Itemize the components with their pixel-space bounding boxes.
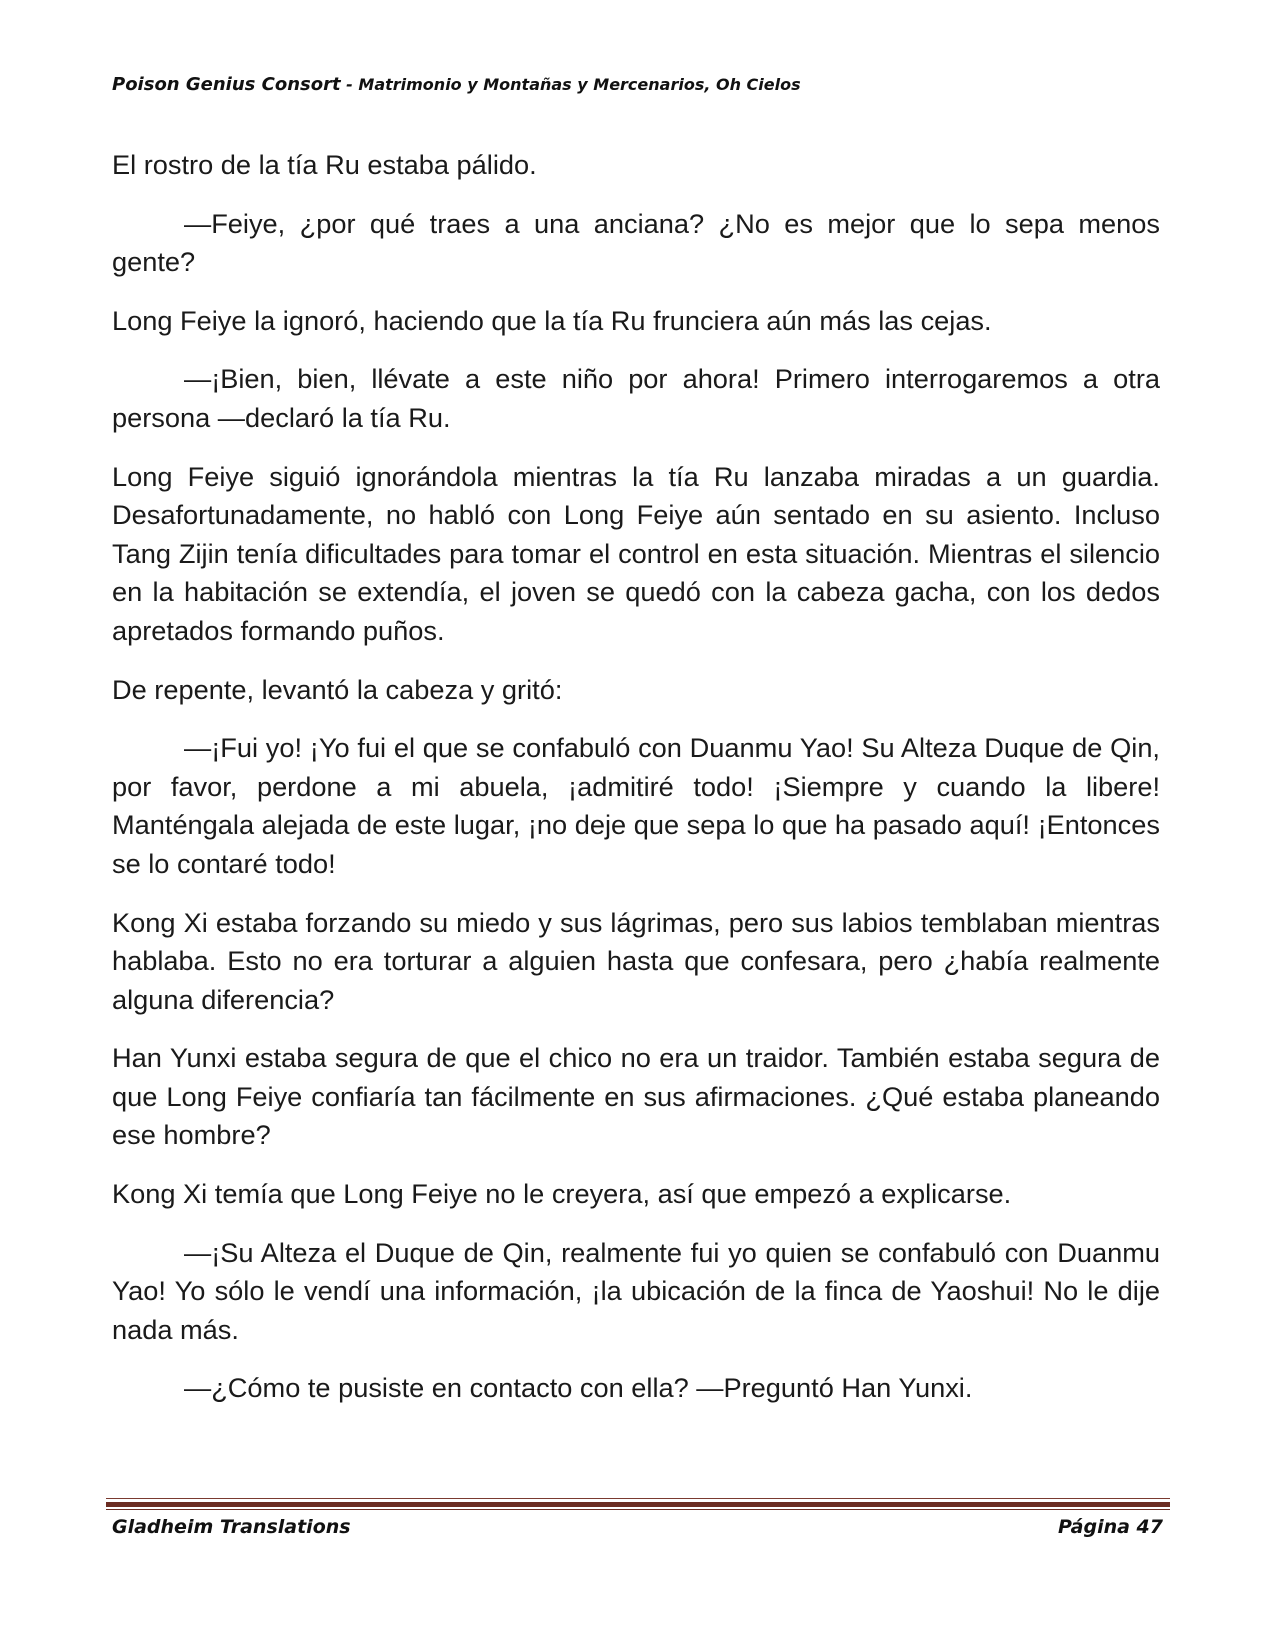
footer-divider (106, 1502, 1170, 1510)
paragraph: —¿Cómo te pusiste en contacto con ella? —Preguntó Han Yunxi. (184, 1372, 973, 1404)
book-title: Poison Genius Consort (112, 74, 341, 95)
paragraph: —¡Bien, bien, llévate a este niño por ahora! Primero interrogaremos a otra persona —declaró la tía Ru. (112, 363, 1160, 433)
paragraph: Han Yunxi estaba segura de que el chico no era un traidor. También estaba segura de que Long Feiye confiaría tan fácilmente en sus afirmaciones. ¿Qué estaba planeando ese hombre? (112, 1042, 1160, 1151)
body-text (112, 146, 1160, 1428)
paragraph: Long Feiye siguió ignorándola mientras la tía Ru lanzaba miradas a un guardia. Desafortunadamente, no habló con Long Feiye aún sentado en su asiento. Incluso Tang Zijin tenía dificultades para tomar el control en esta situación. Mientras el silencio en la habitación se extendía, el joven se quedó con la cabeza gacha, con los dedos apretados formando puños. (112, 460, 1160, 646)
footer-translator: Gladheim Translations (112, 1516, 351, 1538)
paragraph: —Feiye, ¿por qué traes a una anciana? ¿No es mejor que lo sepa menos gente? (112, 207, 1160, 278)
paragraph: Kong Xi temía que Long Feiye no le creyera, así que empezó a explicarse. (112, 1178, 1012, 1210)
paragraph: El rostro de la tía Ru estaba pálido. (112, 149, 537, 180)
paragraph: —¡Su Alteza el Duque de Qin, realmente fui yo quien se confabuló con Duanmu Yao! Yo sólo le vendí una información, ¡la ubicación de la finca de Yaoshui! No le dije nada más. (112, 1236, 1160, 1345)
paragraph: Long Feiye la ignoró, haciendo que la tía Ru frunciera aún más las cejas. (112, 304, 992, 336)
paragraph: De repente, levantó la cabeza y gritó: (112, 673, 563, 705)
paragraph: Kong Xi estaba forzando su miedo y sus lágrimas, pero sus labios temblaban mientras hablaba. Esto no era torturar a alguien hasta que confesara, pero ¿había realmente alguna diferencia? (112, 906, 1160, 1015)
chapter-title: - Matrimonio y Montañas y Mercenarios, Oh Cielos (340, 75, 801, 94)
paragraph: —¡Fui yo! ¡Yo fui el que se confabuló con Duanmu Yao! Su Alteza Duque de Qin, por favor, perdone a mi abuela, ¡admitiré todo! ¡Siempre y cuando la libere! Manténgala alejada de este lugar, ¡no deje que sepa lo que ha pasado aquí! ¡Entonces se lo contaré todo! (112, 732, 1160, 879)
page-number: Página 47 (1057, 1516, 1163, 1538)
page-header (112, 74, 1172, 95)
